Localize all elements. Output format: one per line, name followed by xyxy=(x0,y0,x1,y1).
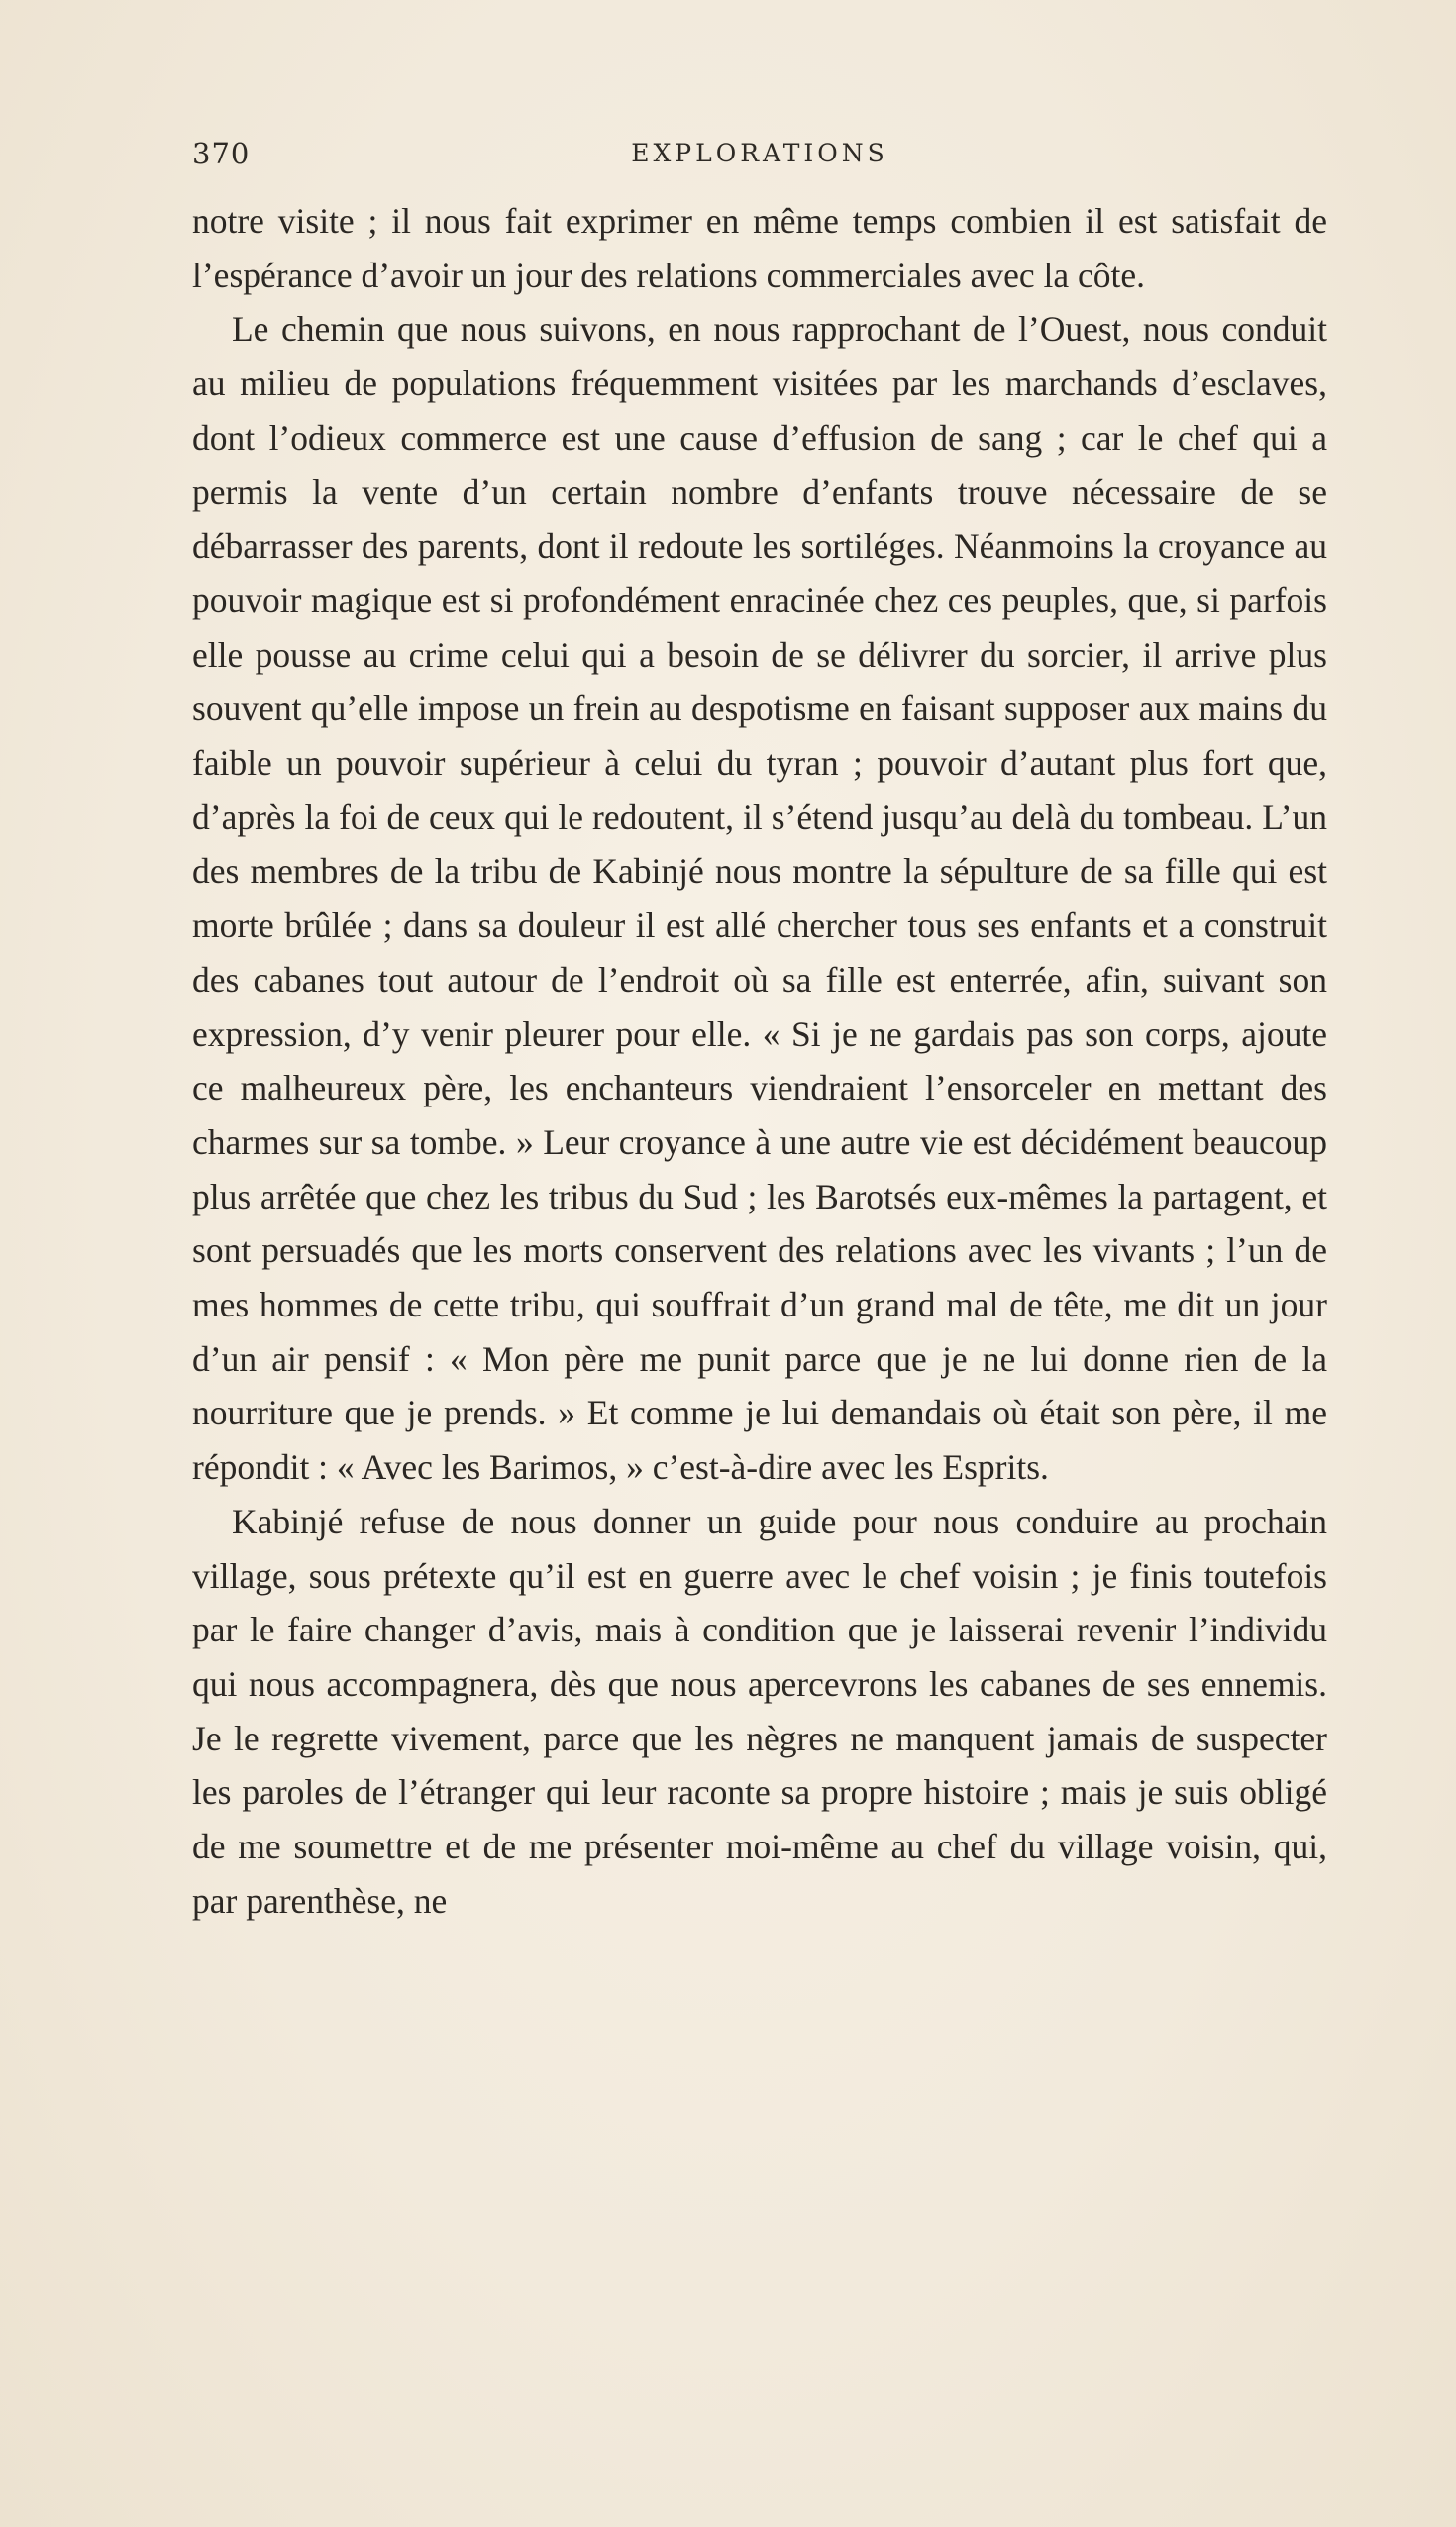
paragraph-customs: Le chemin que nous suivons, en nous rapprochant de l’Ouest, nous conduit au milieu de populations fréquemment visitées par les marchands d’esclaves, dont l’odieux commerce est une cause d’effusion de sang ; car le chef qui a permis la vente d’un certain nombre d’enfants trouve nécessaire de se débarrasser des parents, dont il redoute les sortiléges. Néanmoins la croyance au pouvoir magique est si profondément enracinée chez ces peuples, que, si parfois elle pousse au crime celui qui a besoin de se délivrer du sorcier, il arrive plus souvent qu’elle impose un frein au despotisme en faisant supposer aux mains du faible un pouvoir supérieur à celui du tyran ; pouvoir d’autant plus fort que, d’après la foi de ceux qui le redoutent, il s’étend jusqu’au delà du tombeau. L’un des membres de la tribu de Kabinjé nous montre la sépulture de sa fille qui est morte brûlée ; dans sa douleur il est allé chercher tous ses enfants et a construit des cabanes tout autour de l’endroit où sa fille est enterrée, afin, suivant son expression, d’y venir pleurer pour elle. « Si je ne gardais pas son corps, ajoute ce malheureux père, les enchanteurs viendraient l’ensorceler en mettant des charmes sur sa tombe. » Leur croyance à une autre vie est décidément beaucoup plus arrêtée que chez les tribus du Sud ; les Barotsés eux-mêmes la partagent, et sont persuadés que les morts conservent des relations avec les vivants ; l’un de mes hommes de cette tribu, qui souffrait d’un grand mal de tête, me dit un jour d’un air pensif : « Mon père me punit parce que je ne lui donne rien de la nourriture que je prends. » Et comme je lui demandais où était son père, il me répondit : « Avec les Barimos, » c’est-à-dire avec les Esprits. xyxy=(192,309,1327,1488)
page-number: 370 xyxy=(192,137,251,170)
paragraph-kabinje-guide: Kabinjé refuse de nous donner un guide pour nous conduire au prochain village, sous prétexte qu’il est en guerre avec le chef voisin ; je finis toutefois par le faire changer d’avis, mais à condition que je laisserai revenir l’individu qui nous accompagnera, dès que nous apercevrons les cabanes de ses ennemis. Je le regrette vivement, parce que les nègres ne manquent jamais de suspecter les paroles de l’étranger qui leur raconte sa propre histoire ; mais je suis obligé de me soumettre et de me présenter moi-même au chef du village voisin, qui, par parenthèse, ne xyxy=(192,1501,1327,1921)
paragraph-continued: notre visite ; il nous fait exprimer en même temps combien il est satisfait de l’espérance d’avoir un jour des relations commerciales avec la côte. xyxy=(192,201,1327,295)
body-text xyxy=(192,194,1327,1929)
running-title: EXPLORATIONS xyxy=(631,139,888,167)
running-head xyxy=(192,137,1327,182)
